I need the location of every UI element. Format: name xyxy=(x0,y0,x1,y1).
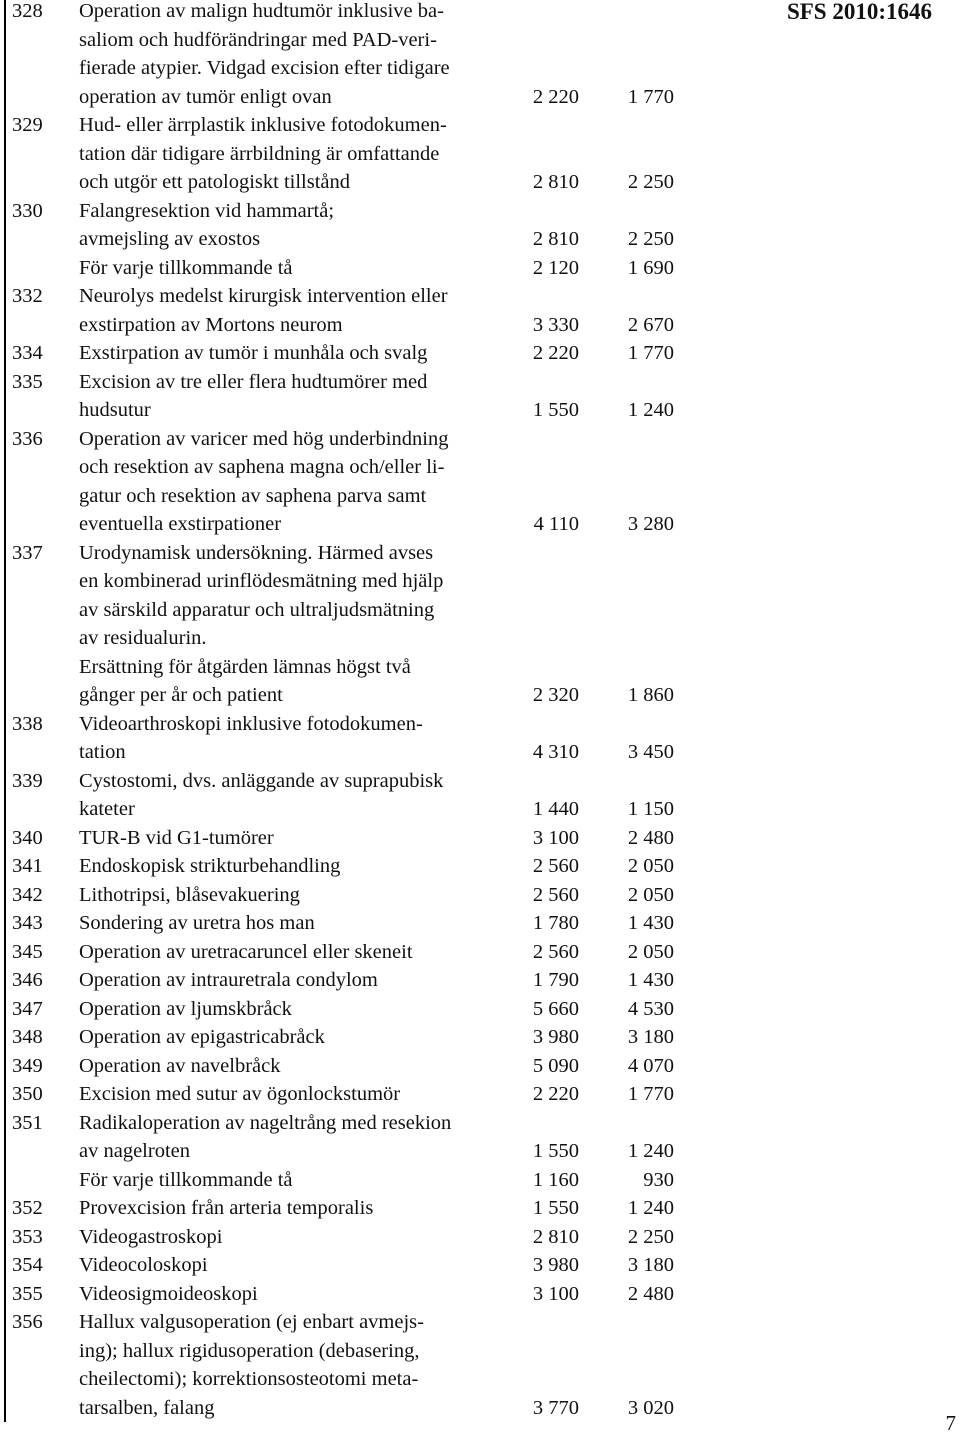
entry-line xyxy=(79,140,674,169)
fee-value-1: 2 220 xyxy=(532,342,579,364)
entry-line xyxy=(79,1280,674,1309)
fee-value-1 xyxy=(509,140,579,169)
fee-value-2 xyxy=(579,624,674,653)
fee-value-1: 2 220 xyxy=(532,1083,579,1105)
table-row xyxy=(12,1280,692,1309)
fee-value-2: 4 070 xyxy=(627,1054,674,1077)
fee-value-2: 3 180 xyxy=(627,1026,674,1048)
fee-value-2: 1 770 xyxy=(627,1083,674,1105)
entry-line xyxy=(79,966,674,995)
fee-value-2: 2 250 xyxy=(627,1225,674,1248)
fee-value-1: 2 560 xyxy=(532,883,579,906)
fee-value-1 xyxy=(509,596,579,625)
procedure-entry xyxy=(79,539,674,710)
table-row xyxy=(12,824,692,853)
left-margin-rule xyxy=(4,0,6,1422)
page-number: 7 xyxy=(945,1411,956,1435)
entry-line xyxy=(79,482,674,511)
entry-line xyxy=(79,254,674,283)
fee-value-1 xyxy=(509,653,579,682)
fee-value-1 xyxy=(509,0,579,26)
table-row xyxy=(12,339,692,368)
entry-line xyxy=(79,909,674,938)
procedure-description: Operation av uretracaruncel eller skeneit xyxy=(79,940,413,963)
fee-value-1 xyxy=(509,539,579,568)
procedure-description: och utgör ett patologiskt tillstånd xyxy=(79,171,351,193)
fee-value-2: 1 240 xyxy=(627,1197,674,1219)
procedure-code: 347 xyxy=(12,997,43,1020)
table-row xyxy=(12,938,692,967)
procedure-code: 342 xyxy=(12,883,43,906)
procedure-entry xyxy=(79,1109,674,1195)
fee-value-2: 1 690 xyxy=(627,256,674,279)
procedure-description: Operation av malign hudtumör inklusive ba- xyxy=(79,0,444,22)
entry-line xyxy=(79,1080,674,1109)
fee-value-2: 1 150 xyxy=(627,798,674,820)
procedure-description: av särskild apparatur och ultraljudsmätning xyxy=(79,598,435,621)
table-row xyxy=(12,0,692,111)
procedure-entry xyxy=(79,1308,674,1422)
table-row xyxy=(12,425,692,539)
procedure-description: För varje tillkommande tå xyxy=(79,1168,293,1191)
entry-line xyxy=(79,624,674,653)
procedure-description: Sondering av uretra hos man xyxy=(79,912,315,934)
entry-line xyxy=(79,111,674,140)
table-row xyxy=(12,197,692,283)
fee-value-2 xyxy=(579,282,674,311)
fee-value-2 xyxy=(579,767,674,796)
procedure-description: gånger per år och patient xyxy=(79,684,283,706)
procedure-entry xyxy=(79,767,674,824)
procedure-code: 332 xyxy=(12,285,43,307)
procedure-entry xyxy=(79,425,674,539)
procedure-entry xyxy=(79,938,674,967)
entry-line xyxy=(79,824,674,853)
fee-value-1: 4 310 xyxy=(532,741,579,763)
fee-value-1 xyxy=(509,111,579,140)
procedure-description: Videosigmoideoskopi xyxy=(79,1282,258,1305)
procedure-description: Excision med sutur av ögonlockstumör xyxy=(79,1083,401,1105)
procedure-description: en kombinerad urinflödesmätning med hjälp xyxy=(79,570,444,592)
fee-value-2 xyxy=(579,26,674,55)
fee-value-2: 1 770 xyxy=(627,342,674,364)
procedure-description: tation xyxy=(79,741,126,763)
procedure-description: Operation av varicer med hög underbindning xyxy=(79,427,449,450)
fee-value-1: 3 770 xyxy=(532,1396,579,1419)
procedure-description: cheilectomi); korrektionsosteotomi meta- xyxy=(79,1368,419,1390)
fee-value-1: 2 810 xyxy=(532,171,579,193)
procedure-entry xyxy=(79,710,674,767)
fee-value-1 xyxy=(509,425,579,454)
fee-value-1: 2 810 xyxy=(532,1225,579,1248)
entry-line xyxy=(79,368,674,397)
fee-value-1 xyxy=(509,54,579,83)
fee-value-2: 2 050 xyxy=(627,940,674,963)
procedure-description: och resektion av saphena magna och/eller li- xyxy=(79,456,445,478)
procedure-description: Operation av navelbråck xyxy=(79,1054,281,1077)
procedure-description: Videocoloskopi xyxy=(79,1254,208,1276)
fee-value-2: 1 430 xyxy=(627,969,674,991)
fee-value-1 xyxy=(509,282,579,311)
procedure-entry xyxy=(79,1223,674,1252)
procedure-description: För varje tillkommande tå xyxy=(79,256,293,279)
fee-value-2 xyxy=(579,596,674,625)
procedure-description: ing); hallux rigidusoperation (debasering, xyxy=(79,1339,420,1362)
fee-value-1: 3 100 xyxy=(532,826,579,849)
procedure-code: 340 xyxy=(12,826,43,849)
table-row xyxy=(12,1223,692,1252)
fee-value-2 xyxy=(579,54,674,83)
fee-value-2 xyxy=(579,140,674,169)
fee-value-1: 1 790 xyxy=(532,969,579,991)
fee-value-1: 2 810 xyxy=(532,228,579,250)
fee-value-1 xyxy=(509,1365,579,1394)
fee-value-2: 2 250 xyxy=(627,171,674,193)
procedure-entry xyxy=(79,1080,674,1109)
entry-line xyxy=(79,1137,674,1166)
fee-value-1: 1 550 xyxy=(532,1197,579,1219)
fee-value-2 xyxy=(579,1308,674,1337)
fee-value-2 xyxy=(579,653,674,682)
procedure-entry xyxy=(79,824,674,853)
table-row xyxy=(12,966,692,995)
fee-value-1: 1 550 xyxy=(532,399,579,421)
fee-value-2 xyxy=(579,0,674,26)
fee-value-1: 1 780 xyxy=(532,912,579,934)
procedure-entry xyxy=(79,1194,674,1223)
fee-value-2 xyxy=(579,197,674,226)
procedure-entry xyxy=(79,0,674,111)
entry-line xyxy=(79,225,674,254)
fee-value-1: 2 560 xyxy=(532,855,579,877)
procedure-description: Neurolys medelst kirurgisk intervention eller xyxy=(79,285,448,307)
procedure-description: Hallux valgusoperation (ej enbart avmejs- xyxy=(79,1311,424,1333)
procedure-code: 341 xyxy=(12,855,43,877)
procedure-code: 356 xyxy=(12,1311,43,1333)
entry-line xyxy=(79,0,674,26)
procedure-description: Falangresektion vid hammartå; xyxy=(79,199,335,222)
entry-line xyxy=(79,1023,674,1052)
entry-line xyxy=(79,453,674,482)
table-row xyxy=(12,710,692,767)
entry-line xyxy=(79,567,674,596)
entry-line xyxy=(79,681,674,710)
procedure-description: gatur och resektion av saphena parva samt xyxy=(79,484,427,507)
procedure-description: Exstirpation av tumör i munhåla och svalg xyxy=(79,342,428,364)
fee-value-1: 2 560 xyxy=(532,940,579,963)
fee-value-2 xyxy=(579,1365,674,1394)
procedure-code: 336 xyxy=(12,427,43,450)
procedure-description: Operation av intrauretrala condylom xyxy=(79,969,378,991)
procedure-entry xyxy=(79,1280,674,1309)
procedure-code: 337 xyxy=(12,541,43,564)
procedure-entry xyxy=(79,339,674,368)
entry-line xyxy=(79,282,674,311)
procedure-description: Excision av tre eller flera hudtumörer med xyxy=(79,370,428,393)
fee-value-1: 3 980 xyxy=(532,1026,579,1048)
entry-line xyxy=(79,596,674,625)
entry-line xyxy=(79,938,674,967)
fee-value-1 xyxy=(509,767,579,796)
fee-value-1: 5 090 xyxy=(532,1054,579,1077)
table-row xyxy=(12,282,692,339)
fee-value-1: 2 220 xyxy=(532,85,579,108)
procedure-code: 352 xyxy=(12,1197,43,1219)
procedure-description: hudsutur xyxy=(79,399,151,421)
fee-value-2: 1 860 xyxy=(627,684,674,706)
fee-value-2 xyxy=(579,567,674,596)
procedure-description: fierade atypier. Vidgad excision efter tidigare xyxy=(79,57,450,79)
fee-table xyxy=(12,0,692,1422)
procedure-code: 334 xyxy=(12,342,43,364)
fee-value-1: 1 550 xyxy=(532,1140,579,1162)
fee-value-1: 2 320 xyxy=(532,684,579,706)
fee-value-2: 930 xyxy=(643,1168,674,1191)
procedure-code: 350 xyxy=(12,1083,43,1105)
procedure-description: Videogastroskopi xyxy=(79,1225,223,1248)
entry-line xyxy=(79,539,674,568)
procedure-description: tarsalben, falang xyxy=(79,1396,215,1419)
fee-value-2: 4 530 xyxy=(627,997,674,1020)
fee-value-1: 3 100 xyxy=(532,1282,579,1305)
fee-value-2: 2 480 xyxy=(627,826,674,849)
procedure-code: 355 xyxy=(12,1282,43,1305)
procedure-entry xyxy=(79,197,674,283)
entry-line xyxy=(79,1223,674,1252)
fee-value-1: 3 330 xyxy=(532,313,579,336)
entry-line xyxy=(79,339,674,368)
fee-value-2 xyxy=(579,710,674,739)
procedure-code: 351 xyxy=(12,1111,43,1134)
procedure-code: 338 xyxy=(12,712,43,735)
procedure-description: Radikaloperation av nageltrång med resekion xyxy=(79,1111,452,1134)
sfs-number: SFS 2010:1646 xyxy=(786,0,932,24)
fee-value-2: 1 430 xyxy=(627,912,674,934)
fee-value-1 xyxy=(509,624,579,653)
fee-value-2 xyxy=(579,1109,674,1138)
procedure-description: operation av tumör enligt ovan xyxy=(79,85,332,108)
entry-line xyxy=(79,26,674,55)
fee-value-1: 1 440 xyxy=(532,798,579,820)
fee-value-1: 2 120 xyxy=(532,256,579,279)
procedure-description: Ersättning för åtgärden lämnas högst två xyxy=(79,655,411,678)
fee-value-2 xyxy=(579,368,674,397)
table-row xyxy=(12,881,692,910)
fee-value-2: 2 250 xyxy=(627,228,674,250)
procedure-description: kateter xyxy=(79,798,135,820)
fee-value-1 xyxy=(509,26,579,55)
procedure-description: Operation av ljumskbråck xyxy=(79,997,292,1020)
fee-value-1 xyxy=(509,453,579,482)
procedure-code: 345 xyxy=(12,940,43,963)
fee-value-1 xyxy=(509,567,579,596)
entry-line xyxy=(79,197,674,226)
procedure-code: 330 xyxy=(12,199,43,222)
entry-line xyxy=(79,653,674,682)
procedure-entry xyxy=(79,852,674,881)
entry-line xyxy=(79,710,674,739)
fee-value-1 xyxy=(509,482,579,511)
fee-value-1 xyxy=(509,368,579,397)
procedure-description: Endoskopisk strikturbehandling xyxy=(79,855,341,877)
procedure-code: 349 xyxy=(12,1054,43,1077)
procedure-code: 353 xyxy=(12,1225,43,1248)
entry-line xyxy=(79,795,674,824)
procedure-entry xyxy=(79,995,674,1024)
fee-value-1 xyxy=(509,1337,579,1366)
procedure-code: 348 xyxy=(12,1026,43,1048)
entry-line xyxy=(79,168,674,197)
procedure-description: exstirpation av Mortons neurom xyxy=(79,313,343,336)
table-row xyxy=(12,368,692,425)
table-row xyxy=(12,1251,692,1280)
entry-line xyxy=(79,54,674,83)
procedure-entry xyxy=(79,1251,674,1280)
entry-line xyxy=(79,1166,674,1195)
table-row xyxy=(12,1308,692,1422)
procedure-description: TUR-B vid G1-tumörer xyxy=(79,826,274,849)
fee-value-2: 3 280 xyxy=(627,513,674,535)
entry-line xyxy=(79,852,674,881)
table-row xyxy=(12,1080,692,1109)
table-row xyxy=(12,995,692,1024)
fee-value-2 xyxy=(579,425,674,454)
entry-line xyxy=(79,1251,674,1280)
entry-line xyxy=(79,1365,674,1394)
entry-line xyxy=(79,881,674,910)
table-row xyxy=(12,767,692,824)
fee-value-2 xyxy=(579,1337,674,1366)
procedure-description: eventuella exstirpationer xyxy=(79,513,282,535)
procedure-description: Lithotripsi, blåsevakuering xyxy=(79,883,300,906)
procedure-code: 346 xyxy=(12,969,43,991)
procedure-description: av residualurin. xyxy=(79,627,207,649)
table-row xyxy=(12,1194,692,1223)
entry-line xyxy=(79,510,674,539)
procedure-entry xyxy=(79,909,674,938)
procedure-code: 343 xyxy=(12,912,43,934)
fee-value-2: 2 670 xyxy=(627,313,674,336)
entry-line xyxy=(79,1337,674,1366)
procedure-entry xyxy=(79,881,674,910)
procedure-description: saliom och hudförändringar med PAD-veri- xyxy=(79,28,437,51)
procedure-description: Urodynamisk undersökning. Härmed avses xyxy=(79,541,434,564)
procedure-description: Operation av epigastricabråck xyxy=(79,1026,325,1048)
fee-value-1 xyxy=(509,1109,579,1138)
table-row xyxy=(12,852,692,881)
fee-value-1 xyxy=(509,197,579,226)
fee-value-1: 1 160 xyxy=(532,1168,579,1191)
table-row xyxy=(12,539,692,710)
table-row xyxy=(12,1052,692,1081)
table-row xyxy=(12,1109,692,1195)
fee-value-2: 3 020 xyxy=(627,1396,674,1419)
entry-line xyxy=(79,396,674,425)
entry-line xyxy=(79,995,674,1024)
fee-value-2 xyxy=(579,111,674,140)
fee-value-2: 3 450 xyxy=(627,741,674,763)
fee-value-2: 2 480 xyxy=(627,1282,674,1305)
fee-value-2: 1 770 xyxy=(627,85,674,108)
fee-value-1 xyxy=(509,710,579,739)
entry-line xyxy=(79,311,674,340)
fee-value-1 xyxy=(509,1308,579,1337)
table-row xyxy=(12,1023,692,1052)
fee-value-2: 1 240 xyxy=(627,399,674,421)
fee-value-1: 4 110 xyxy=(533,513,579,535)
entry-line xyxy=(79,1394,674,1423)
procedure-entry xyxy=(79,282,674,339)
entry-line xyxy=(79,1109,674,1138)
procedure-code: 328 xyxy=(12,0,43,22)
fee-value-1: 5 660 xyxy=(532,997,579,1020)
fee-value-2 xyxy=(579,482,674,511)
procedure-description: av nagelroten xyxy=(79,1140,190,1162)
entry-line xyxy=(79,767,674,796)
entry-line xyxy=(79,1052,674,1081)
procedure-code: 354 xyxy=(12,1254,43,1276)
fee-value-2: 3 180 xyxy=(627,1254,674,1276)
fee-value-2 xyxy=(579,453,674,482)
fee-value-2: 2 050 xyxy=(627,855,674,877)
table-row xyxy=(12,909,692,938)
procedure-entry xyxy=(79,1052,674,1081)
entry-line xyxy=(79,1194,674,1223)
procedure-description: Cystostomi, dvs. anläggande av suprapubisk xyxy=(79,769,444,792)
procedure-description: tation där tidigare ärrbildning är omfattande xyxy=(79,142,440,165)
fee-value-1: 3 980 xyxy=(532,1254,579,1276)
procedure-code: 329 xyxy=(12,114,43,136)
entry-line xyxy=(79,1308,674,1337)
procedure-description: Provexcision från arteria temporalis xyxy=(79,1197,374,1219)
entry-line xyxy=(79,738,674,767)
procedure-code: 335 xyxy=(12,370,43,393)
procedure-description: avmejsling av exostos xyxy=(79,228,261,250)
table-row xyxy=(12,111,692,197)
procedure-entry xyxy=(79,111,674,197)
fee-value-2: 2 050 xyxy=(627,883,674,906)
fee-value-2: 1 240 xyxy=(627,1140,674,1162)
entry-line xyxy=(79,83,674,112)
procedure-description: Videoarthroskopi inklusive fotodokumen- xyxy=(79,712,423,735)
procedure-entry xyxy=(79,966,674,995)
entry-line xyxy=(79,425,674,454)
procedure-entry xyxy=(79,368,674,425)
fee-value-2 xyxy=(579,539,674,568)
procedure-entry xyxy=(79,1023,674,1052)
procedure-code: 339 xyxy=(12,769,43,792)
procedure-description: Hud- eller ärrplastik inklusive fotodokumen- xyxy=(79,114,447,136)
